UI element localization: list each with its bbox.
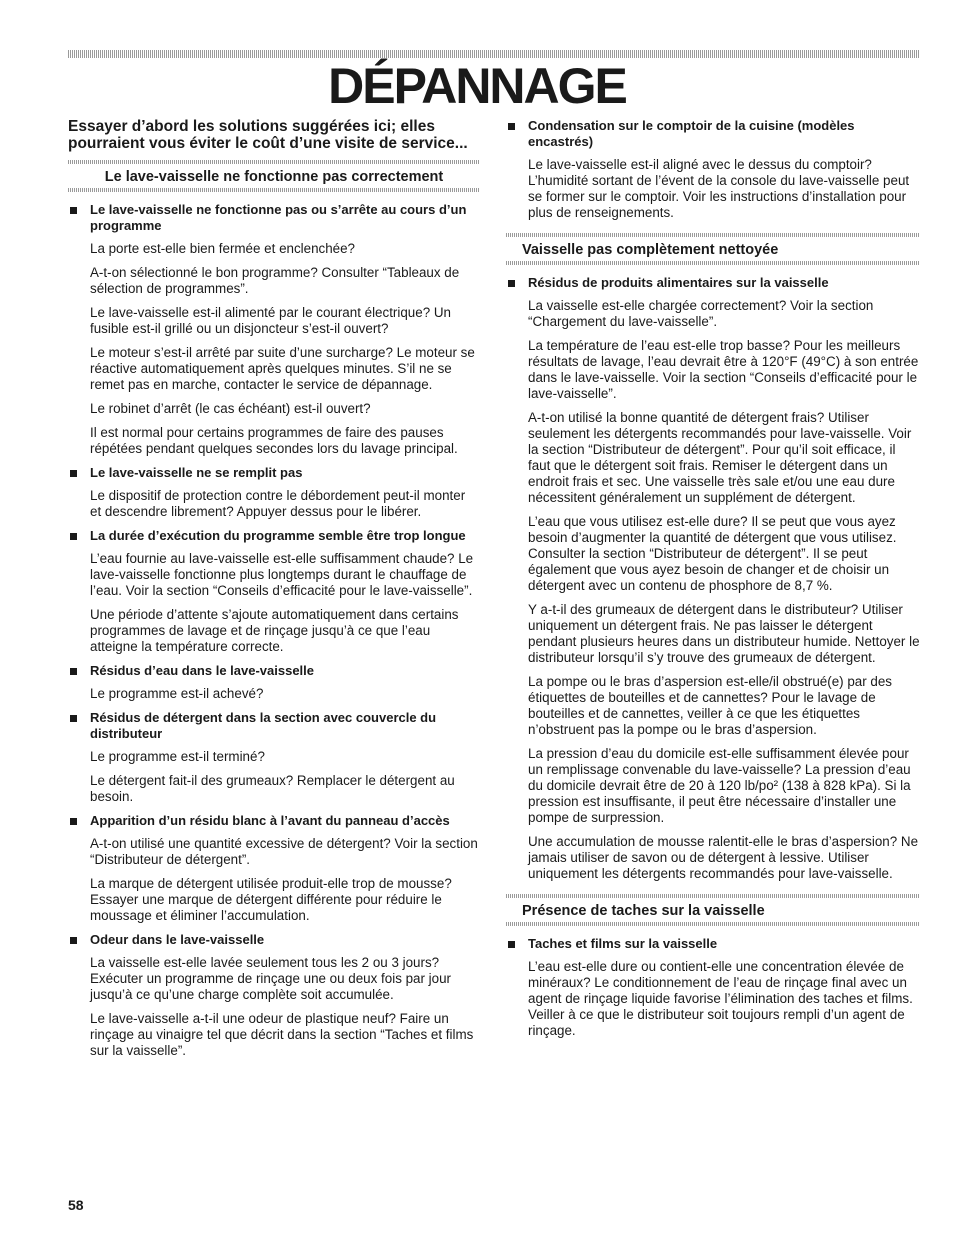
item-heading-text: Résidus de détergent dans la section avec couvercle du distributeur bbox=[90, 710, 437, 741]
intro-text: Essayer d’abord les solutions suggérées ici; elles pourraient vous éviter le coût d’une visite de service... bbox=[68, 118, 468, 152]
square-bullet-icon bbox=[70, 470, 77, 477]
item-paragraph: L’eau que vous utilisez est-elle dure? Il se peut que vous ayez besoin d’augmenter la quantité de détergent que vous utilisez. Consulter la section “Distributeur de détergent”. Il se peut également que vous ayez besoin de changer et de choisir un détergent avec un contenu de phosphore de 8,7 %. bbox=[528, 514, 897, 593]
item-paragraph: Le détergent fait-il des grumeaux? Remplacer le détergent au besoin. bbox=[90, 773, 455, 804]
item-paragraph: La porte est-elle bien fermée et enclenchée? bbox=[90, 241, 356, 256]
section-divider bbox=[506, 922, 920, 926]
item-heading-text: Résidus de produits alimentaires sur la vaisselle bbox=[528, 275, 829, 290]
item-paragraph: Une période d’attente s’ajoute automatiquement dans certains programmes de lavage et de rinçage jusqu’à ce que l’eau atteigne la température correcte. bbox=[90, 607, 459, 654]
item-paragraph: Le programme est-il terminé? bbox=[90, 749, 265, 764]
item-paragraph: La pompe ou le bras d’aspersion est-elle/il obstrué(e) par des étiquettes de bouteilles et de cannettes? Pour le lavage de bouteilles et de cannettes, veiller à ce que les étiquettes n’obstruent pas la pompe ou le bras d’aspersion. bbox=[528, 674, 892, 737]
item-paragraph: A-t-on utilisé une quantité excessive de détergent? Voir la section “Distributeur de détergent”. bbox=[90, 836, 478, 867]
square-bullet-icon bbox=[70, 533, 77, 540]
square-bullet-icon bbox=[70, 207, 77, 214]
item-paragraph: La marque de détergent utilisée produit-elle trop de mousse? Essayer une marque de détergent différente pour réduire le moussage et éliminer l’accumulation. bbox=[90, 876, 452, 923]
troubleshoot-item-heading bbox=[68, 663, 480, 679]
troubleshoot-item-heading bbox=[68, 932, 480, 948]
item-heading-text: Résidus d’eau dans le lave-vaisselle bbox=[90, 663, 315, 678]
troubleshoot-item-heading bbox=[506, 936, 920, 952]
item-paragraph: L’eau est-elle dure ou contient-elle une concentration élevée de minéraux? Le conditionnement de l’eau de rinçage final avec un agent de rinçage liquide favorise l’élimination des taches et films. Veiller à ce que le distributeur soit toujours rempli d’un agent de rinçage. bbox=[528, 959, 913, 1038]
section-header-not-working bbox=[68, 160, 480, 192]
troubleshoot-item-heading bbox=[68, 528, 480, 544]
troubleshoot-item-heading bbox=[506, 118, 920, 150]
top-dotted-rule bbox=[68, 50, 920, 58]
section-title-not-working: Le lave-vaisselle ne fonctionne pas correctement bbox=[104, 169, 444, 185]
item-paragraph: Le programme est-il achevé? bbox=[90, 686, 264, 701]
page-title: DÉPANNAGE bbox=[328, 58, 626, 114]
square-bullet-icon bbox=[508, 941, 515, 948]
spots-items bbox=[506, 936, 920, 1039]
item-paragraph: Le dispositif de protection contre le débordement peut-il monter et descendre librement? Appuyer dessus pour le libérer. bbox=[90, 488, 466, 519]
square-bullet-icon bbox=[70, 818, 77, 825]
square-bullet-icon bbox=[70, 668, 77, 675]
item-heading-text: Le lave-vaisselle ne fonctionne pas ou s’arrête au cours d’un programme bbox=[90, 202, 467, 233]
item-paragraph: Une accumulation de mousse ralentit-elle le bras d’aspersion? Ne jamais utiliser de savon ou de détergent à lessive. Utiliser uniquement les détergents recommandés pour lave-vaisselle. bbox=[528, 834, 919, 881]
item-paragraph: La vaisselle est-elle chargée correctement? Voir la section “Chargement du lave-vaisselle”. bbox=[528, 298, 874, 329]
item-heading-text: Apparition d’un résidu blanc à l’avant du panneau d’accès bbox=[90, 813, 450, 828]
item-paragraph: Y a-t-il des grumeaux de détergent dans le distributeur? Utiliser uniquement un détergent frais. Ne pas laisser le détergent pendant plusieurs heures dans un distributeur humide. Nettoyer le distributeur lorsqu’il s’y trouve des grumeaux de détergent. bbox=[528, 602, 920, 665]
item-paragraph: Le lave-vaisselle a-t-il une odeur de plastique neuf? Faire un rinçage au vinaigre tel que décrit dans la section “Taches et films sur la vaisselle”. bbox=[90, 1011, 474, 1058]
right-column bbox=[506, 118, 920, 1047]
section-title-spots: Présence de taches sur la vaisselle bbox=[522, 903, 765, 919]
not-clean-items bbox=[506, 275, 920, 882]
left-items bbox=[68, 202, 480, 1059]
item-paragraph: A-t-on utilisé la bonne quantité de détergent frais? Utiliser seulement les détergents recommandés pour lave-vaisselle. Voir la section “Distributeur de détergent”. Pour qu’il soit efficace, il faut que le détergent soit frais. Remiser le détergent dans un endroit frais et sec. Une vaisselle très sale et/ou une eau dure nécessitent généralement un supplément de détergent. bbox=[528, 410, 912, 505]
item-paragraph: La température de l’eau est-elle trop basse? Pour les meilleurs résultats de lavage, l’eau devrait être à 120°F (49°C) à son entrée dans le lave-vaisselle. Voir la section “Conseils d’efficacité pour le lave-vaisselle”. bbox=[528, 338, 919, 401]
item-paragraph: Le robinet d’arrêt (le cas échéant) est-il ouvert? bbox=[90, 401, 371, 416]
troubleshoot-item-heading bbox=[506, 275, 920, 291]
section-divider bbox=[506, 261, 920, 265]
item-heading-text: La durée d’exécution du programme semble être trop longue bbox=[90, 528, 466, 543]
item-paragraph: Le moteur s’est-il arrêté par suite d’une surcharge? Le moteur se réactive automatiquement après quelques minutes. S’il ne se remet pas en marche, contacter le service de dépannage. bbox=[90, 345, 475, 392]
item-paragraph: Le lave-vaisselle est-il aligné avec le dessus du comptoir? L’humidité sortant de l’évent de la console du lave-vaisselle peut se former sur le comptoir. Voir les instructions d’installation pour plus de renseignements. bbox=[528, 157, 910, 220]
section-title-not-clean: Vaisselle pas complètement nettoyée bbox=[522, 242, 779, 258]
square-bullet-icon bbox=[508, 123, 515, 130]
section-header-spots bbox=[506, 894, 920, 926]
left-column bbox=[68, 118, 480, 1067]
right-top-item bbox=[506, 118, 920, 221]
item-heading-text: Odeur dans le lave-vaisselle bbox=[90, 932, 265, 947]
item-heading-text: Condensation sur le comptoir de la cuisine (modèles encastrés) bbox=[528, 118, 855, 149]
item-paragraph: Le lave-vaisselle est-il alimenté par le courant électrique? Un fusible est-il grillé ou un disjoncteur s’est-il ouvert? bbox=[90, 305, 451, 336]
item-paragraph: A-t-on sélectionné le bon programme? Consulter “Tableaux de sélection de programmes”. bbox=[90, 265, 460, 296]
item-paragraph: L’eau fournie au lave-vaisselle est-elle suffisamment chaude? Le lave-vaisselle fonctionne plus longtemps durant le chauffage de l’eau. Voir la section “Conseils d’efficacité pour le lave-vaisselle”. bbox=[90, 551, 474, 598]
item-heading-text: Le lave-vaisselle ne se remplit pas bbox=[90, 465, 303, 480]
square-bullet-icon bbox=[70, 715, 77, 722]
section-header-not-clean bbox=[506, 233, 920, 265]
page-number: 58 bbox=[68, 1197, 84, 1213]
square-bullet-icon bbox=[508, 280, 515, 287]
item-paragraph: La pression d’eau du domicile est-elle suffisamment élevée pour un remplissage convenable du lave-vaisselle? La pression d’eau du domicile devrait être de 20 à 120 lb/po² (138 à 828 kPa). Si la pression est insuffisante, il peut être nécessaire d’installer une pompe de surpression. bbox=[528, 746, 911, 825]
troubleshoot-item-heading bbox=[68, 813, 480, 829]
square-bullet-icon bbox=[70, 937, 77, 944]
section-divider bbox=[68, 188, 480, 192]
item-paragraph: Il est normal pour certains programmes de faire des pauses répétées pendant quelques secondes lors du lavage principal. bbox=[90, 425, 458, 456]
troubleshoot-item-heading bbox=[68, 710, 480, 742]
troubleshoot-item-heading bbox=[68, 202, 480, 234]
item-paragraph: La vaisselle est-elle lavée seulement tous les 2 ou 3 jours? Exécuter un programme de rinçage une ou deux fois par jour jusqu’à ce qu’une charge complète soit accumulée. bbox=[90, 955, 452, 1002]
item-heading-text: Taches et films sur la vaisselle bbox=[528, 936, 718, 951]
troubleshoot-item-heading bbox=[68, 465, 480, 481]
